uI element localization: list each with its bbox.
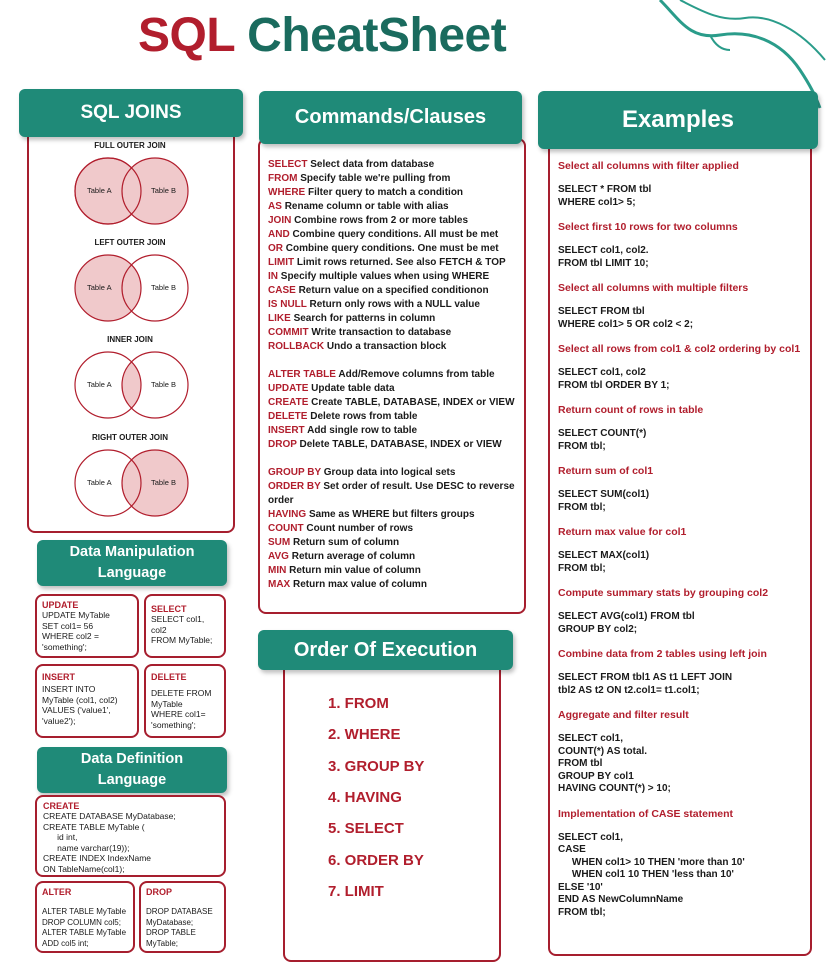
command-keyword: IS NULL (268, 299, 307, 310)
command-item (268, 368, 518, 382)
command-description: Same as WHERE but filters groups (308, 509, 475, 520)
join-title-left-outer: LEFT OUTER JOIN (94, 238, 166, 247)
examples-list (558, 160, 804, 931)
title-sql: SQL (138, 9, 235, 62)
command-description: Undo a transaction block (326, 341, 447, 352)
ddl-drop-box (139, 881, 226, 953)
command-keyword: OR (268, 243, 283, 254)
join-title-right-outer: RIGHT OUTER JOIN (91, 433, 168, 442)
dml-insert-code: INSERT INTO MyTable (col1, col2) VALUES ('value1', 'value2'); (42, 684, 118, 726)
command-keyword: MAX (268, 579, 291, 590)
page-title (138, 8, 506, 63)
example-code: SELECT FROM tbl WHERE col1> 5 OR col2 < 2; (558, 306, 694, 330)
ddl-alter-code: ALTER TABLE MyTable DROP COLUMN col5; ALTER TABLE MyTable ADD col5 int; (42, 907, 127, 948)
command-keyword: AND (268, 229, 290, 240)
command-item (268, 382, 518, 396)
command-keyword: COUNT (268, 523, 304, 534)
title-cheatsheet: CheatSheet (247, 9, 507, 62)
command-description: Delete TABLE, DATABASE, INDEX or VIEW (299, 439, 502, 450)
commands-group-aggregate (268, 466, 518, 592)
command-item (268, 536, 518, 550)
command-keyword: ROLLBACK (268, 341, 325, 352)
command-item (268, 438, 518, 452)
example-code: SELECT col1, COUNT(*) AS total. FROM tbl GROUP BY col1 HAVING COUNT(*) > 10; (558, 733, 671, 794)
example-code: SELECT MAX(col1) FROM tbl; (558, 550, 650, 574)
command-item (268, 270, 518, 284)
order-list (260, 695, 500, 925)
command-keyword: HAVING (268, 509, 307, 520)
command-description: Rename column or table with alias (284, 201, 449, 212)
example-code: SELECT SUM(col1) FROM tbl; (558, 489, 650, 513)
command-description: Specify multiple values when using WHERE (280, 271, 490, 282)
example-title: Select all columns with filter applied (558, 160, 739, 172)
command-keyword: JOIN (268, 215, 292, 226)
example-title: Return sum of col1 (558, 465, 654, 477)
dml-select-code: SELECT col1, col2 FROM MyTable; (151, 614, 213, 645)
ddl-create-box (35, 795, 226, 877)
inner-table-a: Table A (87, 380, 112, 389)
command-item (268, 326, 518, 340)
command-description: Combine query conditions. One must be met (285, 243, 499, 254)
example-code: SELECT AVG(col1) FROM tbl GROUP BY col2; (558, 611, 695, 635)
example-title: Return max value for col1 (558, 526, 687, 538)
right-outer-table-a: Table A (87, 478, 112, 487)
ddl-alter-box (35, 881, 135, 953)
commands-group-basic (268, 158, 518, 354)
command-keyword: CREATE (268, 397, 309, 408)
commands-header: Commands/Clauses (259, 91, 522, 144)
command-keyword: UPDATE (268, 383, 309, 394)
commands-list (268, 158, 518, 592)
joins-diagrams (29, 140, 231, 525)
ddl-alter-title: ALTER (42, 887, 72, 897)
command-keyword: DELETE (268, 411, 308, 422)
dml-select-title: SELECT (151, 604, 187, 614)
example-title: Implementation of CASE statement (558, 807, 734, 820)
command-description: Select data from database (310, 159, 435, 170)
example-code: SELECT FROM tbl1 AS t1 LEFT JOIN tbl2 AS t2 ON t2.col1= t1.col1; (558, 672, 733, 696)
command-description: Return average of column (291, 551, 416, 562)
example-code: SELECT col1, col2. FROM tbl LIMIT 10; (558, 245, 649, 269)
order-step: 5. SELECT (328, 820, 404, 838)
example-item (558, 221, 804, 270)
command-description: Set order of result. Use DESC to reverse order (268, 481, 515, 506)
dml-update-title: UPDATE (42, 600, 79, 610)
left-outer-table-b: Table B (151, 283, 177, 292)
inner-table-b: Table B (151, 380, 177, 389)
command-description: Search for patterns in column (293, 313, 436, 324)
example-item (558, 343, 804, 392)
ddl-drop-title: DROP (146, 887, 173, 897)
command-item (268, 200, 518, 214)
command-keyword: FROM (268, 173, 298, 184)
command-item (268, 522, 518, 536)
command-item (268, 312, 518, 326)
right-outer-table-b: Table B (151, 478, 177, 487)
order-step: 7. LIMIT (328, 882, 384, 900)
command-description: Create TABLE, DATABASE, INDEX or VIEW (311, 397, 515, 408)
order-step: 1. FROM (328, 695, 389, 712)
joins-header: SQL JOINS (19, 89, 243, 137)
ddl-create-title: CREATE (43, 801, 80, 811)
example-title: Select all columns with multiple filters (558, 282, 749, 294)
ddl-create-code: CREATE DATABASE MyDatabase; CREATE TABLE MyTable ( id int, name varchar(19)); CREATE INDEX IndexName ON TableName(col1); (43, 811, 176, 874)
command-description: Return sum of column (293, 537, 400, 548)
command-item (268, 158, 518, 172)
example-item (558, 709, 804, 796)
command-keyword: AS (268, 201, 282, 212)
command-item (268, 578, 518, 592)
command-description: Specify table we're pulling from (300, 173, 451, 184)
command-keyword: LIKE (268, 313, 291, 324)
command-description: Return min value of column (289, 565, 421, 576)
command-keyword: INSERT (268, 425, 305, 436)
ddl-header: Data Definition Language (37, 747, 227, 793)
command-description: Combine query conditions. All must be met (292, 229, 499, 240)
example-item (558, 465, 804, 514)
example-code: SELECT * FROM tbl WHERE col1> 5; (558, 184, 652, 208)
dml-delete-box (144, 664, 226, 738)
command-item (268, 424, 518, 438)
command-item (268, 466, 518, 480)
command-description: Return only rows with a NULL value (309, 299, 480, 310)
command-keyword: WHERE (268, 187, 306, 198)
command-keyword: COMMIT (268, 327, 309, 338)
command-keyword: LIMIT (268, 257, 295, 268)
full-outer-table-a: Table A (87, 186, 112, 195)
dml-insert-title: INSERT (42, 672, 76, 682)
order-step: 4. HAVING (328, 788, 402, 806)
command-keyword: ORDER BY (268, 481, 321, 492)
order-step: 2. WHERE (328, 726, 401, 744)
dml-delete-code: DELETE FROM MyTable WHERE col1= 'something'; (151, 688, 212, 730)
example-item (558, 648, 804, 697)
command-item (268, 340, 518, 354)
command-item (268, 186, 518, 200)
command-item (268, 298, 518, 312)
command-keyword: GROUP BY (268, 467, 321, 478)
command-item (268, 228, 518, 242)
command-keyword: CASE (268, 285, 296, 296)
command-keyword: DROP (268, 439, 297, 450)
command-description: Filter query to match a condition (308, 187, 464, 198)
example-item (558, 587, 804, 636)
example-title: Aggregate and filter result (558, 709, 689, 721)
command-description: Return max value of column (293, 579, 427, 590)
dml-update-code: UPDATE MyTable SET col1= 56 WHERE col2 = 'something'; (42, 610, 110, 652)
command-description: Group data into logical sets (323, 467, 456, 478)
example-item (558, 808, 804, 920)
dml-update-box (35, 594, 139, 658)
ddl-drop-code: DROP DATABASE MyDatabase; DROP TABLE MyTable; (146, 907, 213, 948)
dml-insert-box (35, 664, 139, 738)
command-item (268, 480, 518, 508)
examples-header: Examples (538, 91, 818, 149)
example-title: Select first 10 rows for two columns (558, 221, 738, 233)
command-item (268, 214, 518, 228)
command-description: Count number of rows (306, 523, 414, 534)
order-header: Order Of Execution (258, 630, 513, 670)
command-description: Write transaction to database (311, 327, 452, 338)
command-item (268, 410, 518, 424)
join-title-inner: INNER JOIN (107, 335, 153, 344)
command-item (268, 564, 518, 578)
example-item (558, 282, 804, 331)
command-keyword: AVG (268, 551, 289, 562)
example-title: Return count of rows in table (558, 404, 704, 416)
command-keyword: IN (268, 271, 278, 282)
join-title-full-outer: FULL OUTER JOIN (94, 141, 166, 150)
command-description: Limit rows returned. See also FETCH & TOP (296, 257, 506, 268)
command-keyword: SELECT (268, 159, 308, 170)
example-item (558, 404, 804, 453)
command-keyword: MIN (268, 565, 287, 576)
command-description: Update table data (311, 383, 395, 394)
left-outer-table-a: Table A (87, 283, 112, 292)
command-description: Return value on a specified conditionon (298, 285, 489, 296)
command-item (268, 242, 518, 256)
command-item (268, 172, 518, 186)
dml-header: Data Manipulation Language (37, 540, 227, 586)
order-step: 6. ORDER BY (328, 851, 424, 869)
command-description: Delete rows from table (310, 411, 418, 422)
command-item (268, 550, 518, 564)
command-description: Combine rows from 2 or more tables (294, 215, 469, 226)
commands-group-ddl-dml (268, 368, 518, 452)
command-keyword: SUM (268, 537, 291, 548)
example-item (558, 526, 804, 575)
dml-select-box (144, 594, 226, 658)
example-code: SELECT COUNT(*) FROM tbl; (558, 428, 647, 452)
full-outer-table-b: Table B (151, 186, 177, 195)
command-description: Add/Remove columns from table (338, 369, 495, 380)
command-description: Add single row to table (307, 425, 418, 436)
example-item (558, 160, 804, 209)
order-step: 3. GROUP BY (328, 757, 425, 775)
example-title: Select all rows from col1 & col2 ordering by col1 (558, 343, 801, 355)
command-keyword: ALTER TABLE (268, 369, 336, 380)
command-item (268, 396, 518, 410)
example-code: SELECT col1, CASE WHEN col1> 10 THEN 'more than 10' WHEN col1 10 THEN 'less than 10' ELSE '10' END AS NewColumnName FROM tbl; (558, 831, 745, 918)
command-item (268, 508, 518, 522)
command-item (268, 256, 518, 270)
dml-delete-title: DELETE (151, 672, 187, 682)
example-title: Combine data from 2 tables using left join (558, 648, 767, 660)
command-item (268, 284, 518, 298)
example-code: SELECT col1, col2 FROM tbl ORDER BY 1; (558, 367, 670, 391)
example-title: Compute summary stats by grouping col2 (558, 587, 769, 599)
